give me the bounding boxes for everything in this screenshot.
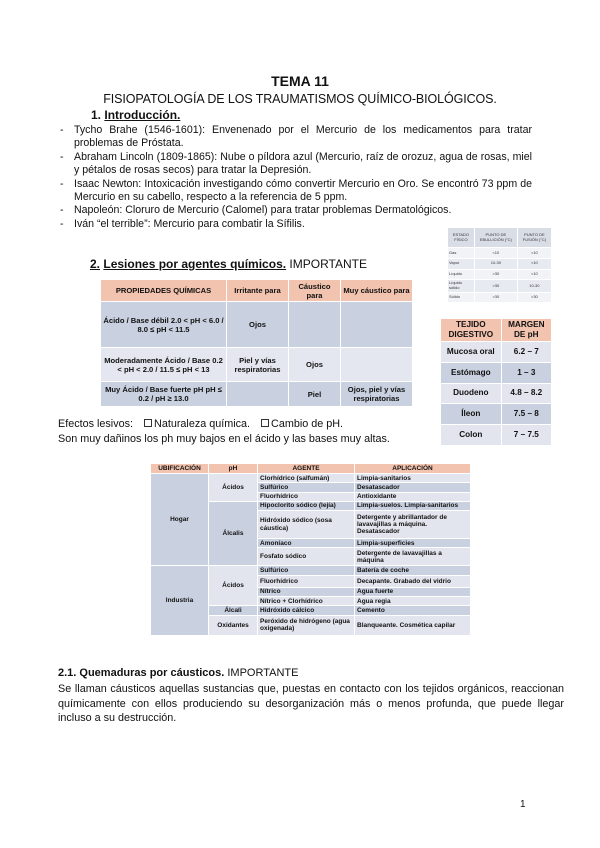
table-header: Irritante para xyxy=(227,280,289,302)
page-number: 1 xyxy=(520,799,526,810)
table-cell: >30 xyxy=(474,280,517,292)
ph-cell: Ácidos xyxy=(209,566,258,606)
table-header: UBIFICACIÓN xyxy=(151,464,209,474)
table-cell: Muy Ácido / Base fuerte pH pH ≤ 0.2 / pH ≥ 13.0 xyxy=(101,382,227,407)
intro-list xyxy=(62,124,532,231)
list-item: - Tycho Brahe (1546-1601): Envenenado por el Mercurio de los medicamentos para tratar problemas de Próstata. xyxy=(62,124,532,151)
table-cell: Moderadamente Ácido / Base 0.2 < pH < 2.0 / 11.5 ≤ pH < 13 xyxy=(101,348,227,382)
ph-cell: Álcalis xyxy=(209,501,258,566)
table-header: PUNTO DE FUSIÓN (°C) xyxy=(517,228,551,248)
table-cell: 7 – 7.5 xyxy=(501,425,551,446)
table-row xyxy=(441,362,552,383)
ph-cell: Álcali xyxy=(209,606,258,615)
table-row xyxy=(441,342,552,363)
lesiones-number: 2. xyxy=(90,257,101,271)
ph-cell: Oxidantes xyxy=(209,615,258,635)
table-cell: Piel y vías respiratorias xyxy=(227,348,289,382)
table-cell: <10 xyxy=(474,248,517,259)
table-cell: <10 xyxy=(517,269,551,280)
table-cell: Sulfúrico xyxy=(258,483,355,492)
table-cell: Desatascador xyxy=(355,483,471,492)
table-cell: <10 xyxy=(517,258,551,269)
table-cell xyxy=(289,302,341,348)
table-cell: Vapor xyxy=(448,258,475,269)
table-cell: >30 xyxy=(474,292,517,303)
table-cell: Decapante. Grabado del vidrio xyxy=(355,575,471,587)
table-cell: Líquido xyxy=(448,269,475,280)
table-cell xyxy=(227,382,289,407)
table-row xyxy=(448,269,552,280)
table-header: AGENTE xyxy=(258,464,355,474)
table-cell: Ojos, piel y vías respiratorias xyxy=(341,382,413,407)
table-header: TEJIDO DIGESTIVO xyxy=(441,319,502,342)
table-cell: Batería de coche xyxy=(355,566,471,575)
table-cell: Limpia-sanitarios xyxy=(355,474,471,483)
table-cell: Mucosa oral xyxy=(441,342,502,363)
list-item: - Napoleón: Cloruro de Mercurio (Calomel) para tratar problemas Dermatológicos. xyxy=(62,204,532,217)
importance-tag: IMPORTANTE xyxy=(224,667,299,679)
muy-danino-text: Son muy dañinos los ph muy bajos en el ácido y las bases muy altas. xyxy=(58,433,390,445)
ph-cell: Ácidos xyxy=(209,474,258,502)
table-header-row xyxy=(151,464,471,474)
chemical-properties-table xyxy=(100,279,413,407)
page-subtitle: FISIOPATOLOGÍA DE LOS TRAUMATISMOS QUÍMICO-BIOLÓGICOS. xyxy=(103,92,497,106)
table-cell: Duodeno xyxy=(441,383,502,404)
table-row xyxy=(448,292,552,303)
efectos-label: Efectos lesivos: xyxy=(58,418,134,430)
table-cell: 10-30 xyxy=(517,280,551,292)
table-cell: Cemento xyxy=(355,606,471,615)
table-cell: Nítrico xyxy=(258,587,355,596)
table-cell: 7.5 – 8 xyxy=(501,404,551,425)
table-header-row xyxy=(448,228,552,248)
table-cell: Agua regia xyxy=(355,597,471,606)
list-item: - Iván “el terrible”: Mercurio para combatir la Sífilis. xyxy=(62,218,532,231)
table-cell: Fluorhídrico xyxy=(258,492,355,501)
efectos-line xyxy=(58,418,343,430)
table-header: PUNTO DE EBULLICIÓN (°C) xyxy=(474,228,517,248)
table-cell: Detergente y abrillantador de lavavajillas a máquina. Desatascador xyxy=(355,511,471,539)
importance-tag: IMPORTANTE xyxy=(286,257,367,271)
table-cell: Agua fuerte xyxy=(355,587,471,596)
table-cell: >30 xyxy=(517,292,551,303)
table-cell: Hidróxido sódico (sosa cáustica) xyxy=(258,511,355,539)
lesiones-heading xyxy=(90,257,367,271)
quemaduras-paragraph: Se llaman cáusticos aquellas sustancias que, puestas en contacto con los tejidos orgánicos, reaccionan químicamente con ellos produciendo su desorganización más o menos profunda, que puede llegar incluso a su destrucción. xyxy=(58,683,564,725)
intro-heading xyxy=(91,108,180,122)
table-row xyxy=(101,382,413,407)
table-cell: Clorhídrico (salfumán) xyxy=(258,474,355,483)
quemaduras-heading-text: 2.1. Quemaduras por cáusticos. xyxy=(58,667,225,679)
table-row xyxy=(101,348,413,382)
table-cell: Piel xyxy=(289,382,341,407)
table-cell: Ojos xyxy=(227,302,289,348)
page-title: TEMA 11 xyxy=(271,73,329,89)
agents-usage-table xyxy=(150,463,471,636)
physical-state-table xyxy=(447,227,552,303)
table-cell: Sulfúrico xyxy=(258,566,355,575)
table-header: Muy cáustico para xyxy=(341,280,413,302)
table-row xyxy=(151,474,471,483)
table-cell: Ojos xyxy=(289,348,341,382)
table-cell: 4.8 – 8.2 xyxy=(501,383,551,404)
table-cell: Colon xyxy=(441,425,502,446)
table-cell: Nítrico + Clorhídrico xyxy=(258,597,355,606)
table-row xyxy=(101,302,413,348)
table-cell: Blanqueante. Cosmética capilar xyxy=(355,615,471,635)
checkbox-icon[interactable] xyxy=(261,419,269,427)
table-header: ESTADO FÍSICO xyxy=(448,228,475,248)
table-cell: Antioxidante xyxy=(355,492,471,501)
table-cell: Líquido sólido xyxy=(448,280,475,292)
table-cell: >30 xyxy=(474,269,517,280)
table-header-row xyxy=(101,280,413,302)
table-cell: Íleon xyxy=(441,404,502,425)
table-cell: Amoníaco xyxy=(258,539,355,548)
table-cell: 10-30 xyxy=(474,258,517,269)
table-cell: Detergente de lavavajillas a máquina xyxy=(355,548,471,566)
table-header: pH xyxy=(209,464,258,474)
table-header: PROPIEDADES QUÍMICAS xyxy=(101,280,227,302)
table-cell: 6.2 – 7 xyxy=(501,342,551,363)
table-cell: Limpia-suelos. Limpia-sanitarios xyxy=(355,501,471,510)
table-row xyxy=(448,248,552,259)
table-cell: Hipoclorito sódico (lejía) xyxy=(258,501,355,510)
table-row xyxy=(441,425,552,446)
table-cell: Fosfato sódico xyxy=(258,548,355,566)
table-cell xyxy=(341,302,413,348)
table-cell: Hidróxido cálcico xyxy=(258,606,355,615)
table-cell: Estómago xyxy=(441,362,502,383)
table-cell: Gas xyxy=(448,248,475,259)
table-cell: Fluorhídrico xyxy=(258,575,355,587)
list-item: - Abraham Lincoln (1809-1865): Nube o píldora azul (Mercurio, raíz de orozuz, agua de rosas, miel y pétalos de rosas secos) para tratar la Depresión. xyxy=(62,151,532,178)
checkbox-icon[interactable] xyxy=(144,419,152,427)
table-cell: <10 xyxy=(517,248,551,259)
table-row xyxy=(441,404,552,425)
efectos-option: Naturaleza química. xyxy=(154,418,251,430)
digestive-ph-table xyxy=(440,318,552,446)
location-cell: Industria xyxy=(151,566,209,635)
table-row xyxy=(448,280,552,292)
table-header: APLICACIÓN xyxy=(355,464,471,474)
intro-number: 1. xyxy=(91,108,102,122)
table-cell: Ácido / Base débil 2.0 < pH < 6.0 / 8.0 ≤ pH < 11.5 xyxy=(101,302,227,348)
table-header: MARGEN DE pH xyxy=(501,319,551,342)
table-cell xyxy=(341,348,413,382)
location-cell: Hogar xyxy=(151,474,209,566)
lesiones-heading-text: Lesiones por agentes químicos. xyxy=(103,257,287,271)
table-cell: Peróxido de hidrógeno (agua oxigenada) xyxy=(258,615,355,635)
table-row xyxy=(151,566,471,575)
efectos-option: Cambio de pH. xyxy=(271,418,344,430)
table-cell: Sólido xyxy=(448,292,475,303)
list-item: - Isaac Newton: Intoxicación investigando cómo convertir Mercurio en Oro. Se encontró 73 ppm de Mercurio en su cabello, respecto a la referencia de 5 ppm. xyxy=(62,178,532,205)
table-header-row xyxy=(441,319,552,342)
table-header: Cáustico para xyxy=(289,280,341,302)
table-row xyxy=(448,258,552,269)
quemaduras-heading xyxy=(58,667,298,679)
table-row xyxy=(441,383,552,404)
table-cell: Limpia-superficies xyxy=(355,539,471,548)
intro-heading-text: Introducción. xyxy=(104,108,181,122)
table-cell: 1 – 3 xyxy=(501,362,551,383)
